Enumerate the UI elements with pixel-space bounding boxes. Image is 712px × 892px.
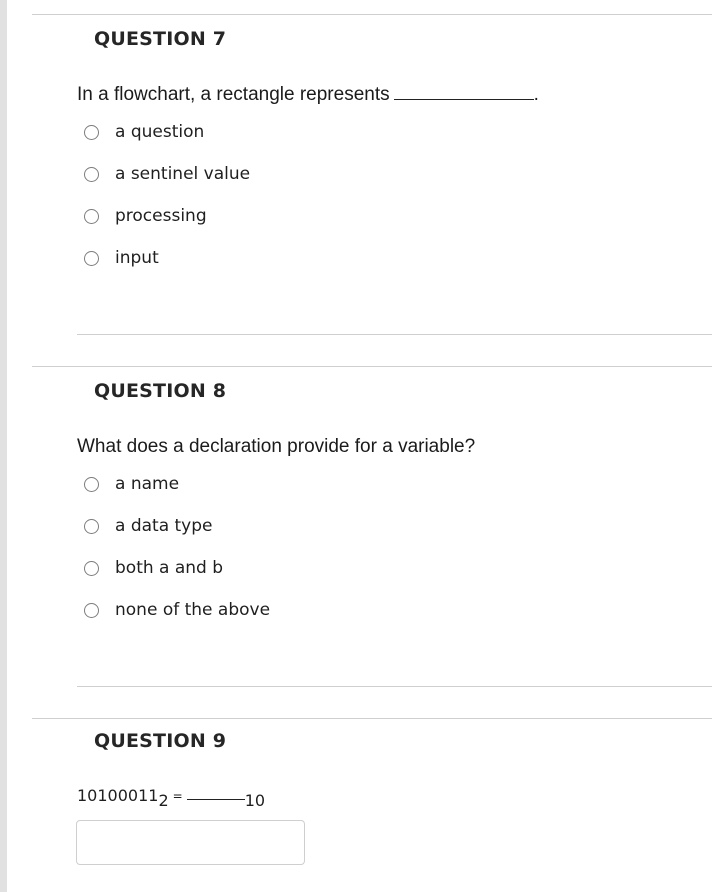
question-8-option-1[interactable] (84, 471, 179, 497)
question-7-prompt-text: In a flowchart, a rectangle represents (77, 84, 390, 105)
option-label: none of the above (115, 600, 271, 620)
left-border (0, 0, 7, 892)
question-7-option-4[interactable] (84, 245, 159, 271)
option-label: a name (115, 474, 180, 494)
equals-sign: = (172, 789, 183, 803)
question-9-answer-input[interactable] (76, 820, 305, 865)
question-7-title: QUESTION 7 (94, 28, 227, 50)
question-8-prompt: What does a declaration provide for a variable? (77, 436, 476, 457)
option-label: a question (115, 122, 205, 142)
question-8-title: QUESTION 8 (94, 380, 227, 402)
question-8-bottom-divider (77, 686, 712, 687)
option-label: processing (115, 206, 207, 226)
radio-button[interactable] (84, 519, 99, 534)
radio-button[interactable] (84, 167, 99, 182)
question-9-prompt (77, 786, 266, 810)
binary-number: 10100011 (77, 786, 159, 805)
question-8-top-divider (32, 366, 712, 367)
question-8-option-2[interactable] (84, 513, 213, 539)
base-from-subscript: 2 (158, 791, 169, 810)
radio-button[interactable] (84, 125, 99, 140)
question-9-blank (187, 799, 245, 800)
radio-button[interactable] (84, 603, 99, 618)
question-7-bottom-divider (77, 334, 712, 335)
question-9-top-divider (32, 718, 712, 719)
question-7-prompt-end: . (533, 84, 539, 105)
question-7-option-2[interactable] (84, 161, 250, 187)
radio-button[interactable] (84, 561, 99, 576)
radio-button[interactable] (84, 477, 99, 492)
option-label: a data type (115, 516, 213, 536)
radio-button[interactable] (84, 251, 99, 266)
question-8-option-3[interactable] (84, 555, 223, 581)
question-8-option-4[interactable] (84, 597, 270, 623)
option-label: both a and b (115, 558, 224, 578)
question-9-title: QUESTION 9 (94, 730, 227, 752)
radio-button[interactable] (84, 209, 99, 224)
option-label: a sentinel value (115, 164, 251, 184)
question-7-option-1[interactable] (84, 119, 204, 145)
question-7-top-divider (32, 14, 712, 15)
option-label: input (115, 248, 159, 268)
question-7-blank (394, 99, 534, 100)
question-7-prompt (77, 84, 539, 106)
question-7-option-3[interactable] (84, 203, 207, 229)
base-to-subscript: 10 (244, 791, 266, 810)
